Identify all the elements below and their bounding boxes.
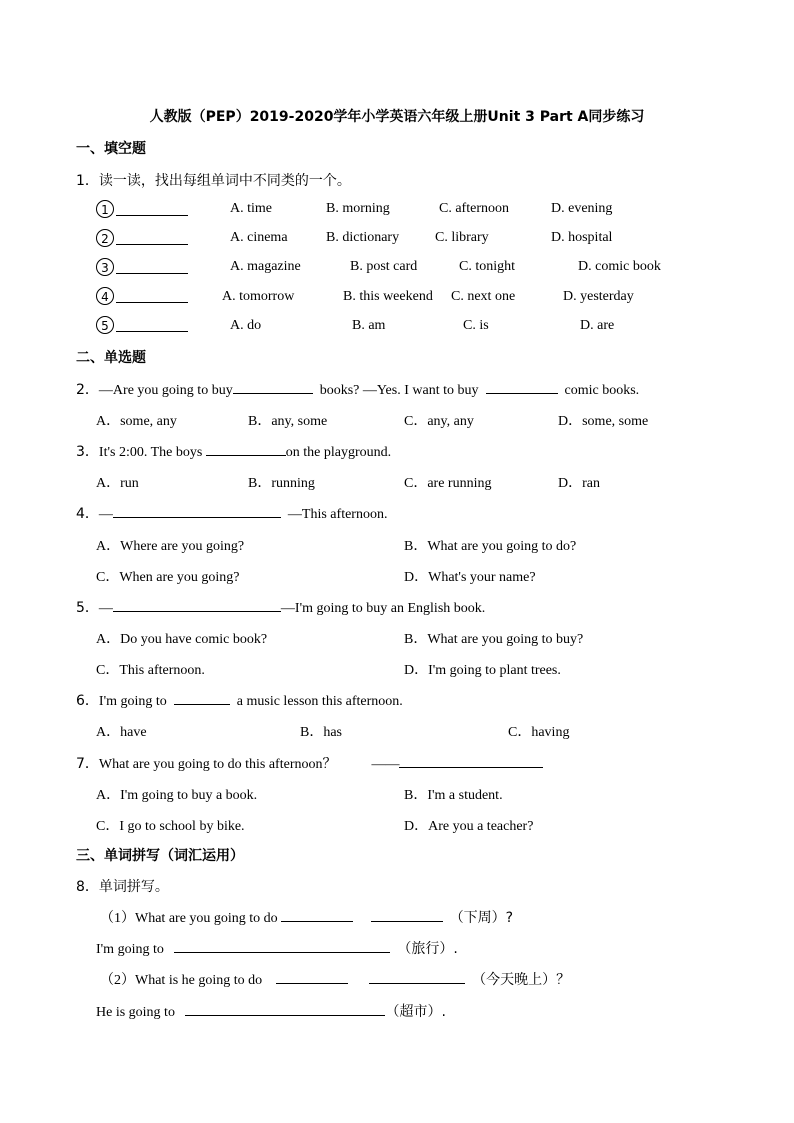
option-a: A. tomorrow — [222, 289, 295, 304]
circled-number: 4 — [96, 287, 114, 305]
stem-part: a music lesson this afternoon. — [236, 694, 403, 709]
answer-blank[interactable] — [185, 1001, 385, 1016]
stem-part: books? —Yes. I want to buy — [319, 383, 479, 398]
option-c: C. tonight — [459, 259, 516, 274]
answer-blank[interactable] — [206, 441, 286, 456]
stem-part: —This afternoon. — [287, 507, 388, 522]
option-a: A. do — [230, 318, 262, 333]
page-title: 人教版（PEP）2019-2020学年小学英语六年级上册Unit 3 Part A同步练习 — [149, 109, 645, 125]
answer-blank[interactable] — [233, 379, 313, 394]
circled-number: 5 — [96, 316, 114, 334]
option-c[interactable]: C．This afternoon. — [96, 663, 205, 678]
option-c: C. is — [463, 318, 489, 333]
option-d: D. evening — [551, 201, 613, 216]
question-5 — [76, 597, 485, 618]
option-d[interactable]: D．ran — [558, 476, 600, 491]
option-c: C. next one — [451, 289, 516, 304]
q8-part-1-line-2 — [96, 938, 458, 959]
q8-part-2-line-2 — [96, 1001, 446, 1022]
hint-text: （今天晚上）？ — [472, 972, 571, 988]
option-d[interactable]: D．What's your name? — [404, 570, 536, 585]
stem-part: —I'm going to buy an English book. — [280, 601, 486, 616]
stem-part: on the playground. — [285, 445, 392, 460]
option-d: D. comic book — [578, 259, 661, 274]
option-a: A. magazine — [230, 259, 301, 274]
circled-number: 3 — [96, 258, 114, 276]
answer-blank[interactable] — [116, 317, 188, 332]
stem-part: — — [98, 507, 113, 522]
option-c[interactable]: C．When are you going? — [96, 570, 240, 585]
option-b[interactable]: B．has — [300, 725, 342, 740]
question-number: 7． — [76, 756, 99, 772]
answer-blank[interactable] — [174, 690, 230, 705]
question-number: 6． — [76, 693, 99, 709]
question-number: 3． — [76, 444, 99, 460]
option-d: D. are — [580, 318, 615, 333]
option-c: C. afternoon — [439, 201, 509, 216]
question-number: 1． — [76, 173, 99, 189]
stem-part: — — [98, 601, 113, 616]
answer-blank[interactable] — [369, 969, 465, 984]
option-b[interactable]: B．I'm a student. — [404, 788, 503, 803]
option-c[interactable]: C．are running — [404, 476, 492, 491]
stem-part: I'm going to — [96, 942, 164, 957]
option-d[interactable]: D．I'm going to plant trees. — [404, 663, 561, 678]
option-c[interactable]: C．any, any — [404, 414, 474, 429]
option-b[interactable]: B．What are you going to do? — [404, 539, 577, 554]
answer-blank[interactable] — [116, 230, 188, 245]
hint-text: （旅行）. — [397, 941, 458, 957]
option-a: A. cinema — [230, 230, 288, 245]
q8-part-2-line-1 — [100, 969, 570, 990]
option-a[interactable]: A．I'm going to buy a book. — [96, 788, 258, 803]
section-heading-spelling: 三、单词拼写（词汇运用） — [76, 848, 244, 864]
option-c: C. library — [435, 230, 489, 245]
option-a[interactable]: A．run — [96, 476, 139, 491]
hint-text: （超市）. — [385, 1004, 446, 1020]
answer-blank[interactable] — [116, 288, 188, 303]
q8-part-1-line-1 — [100, 907, 513, 928]
option-c[interactable]: C．I go to school by bike. — [96, 819, 245, 834]
option-d[interactable]: D．some, some — [558, 414, 649, 429]
option-a[interactable]: A．Do you have comic book? — [96, 632, 268, 647]
stem-part: （2）What is he going to do — [100, 973, 263, 988]
answer-blank[interactable] — [399, 753, 543, 768]
option-a[interactable]: A．some, any — [96, 414, 177, 429]
stem-part: —Are you going to buy — [98, 383, 233, 398]
section-heading-single-choice: 二、单选题 — [76, 350, 146, 366]
answer-blank[interactable] — [113, 503, 281, 518]
option-c[interactable]: C．having — [508, 725, 570, 740]
circled-number: 2 — [96, 229, 114, 247]
stem-part: I'm going to — [98, 694, 167, 709]
stem-part: What are you going to do this afternoon？ — [98, 757, 337, 772]
stem-part: —— — [371, 757, 400, 772]
stem-part: comic books. — [564, 383, 640, 398]
answer-blank[interactable] — [116, 259, 188, 274]
option-d: D. yesterday — [563, 289, 634, 304]
option-b: B. morning — [326, 201, 390, 216]
question-number: 8． — [76, 879, 99, 895]
option-b: B. post card — [350, 259, 418, 274]
option-a[interactable]: A．have — [96, 725, 147, 740]
option-b[interactable]: B．What are you going to buy? — [404, 632, 584, 647]
hint-text: （下周）? — [449, 910, 514, 926]
option-b[interactable]: B．any, some — [248, 414, 328, 429]
stem-part: He is going to — [96, 1005, 175, 1020]
circled-number: 1 — [96, 200, 114, 218]
question-1 — [76, 170, 351, 190]
stem-part: It's 2:00. The boys — [98, 445, 203, 460]
answer-blank[interactable] — [486, 379, 558, 394]
option-a[interactable]: A．Where are you going? — [96, 539, 245, 554]
question-stem: 单词拼写。 — [98, 879, 169, 895]
option-b[interactable]: B．running — [248, 476, 315, 491]
question-2 — [76, 379, 639, 400]
answer-blank[interactable] — [113, 597, 281, 612]
option-a: A. time — [230, 201, 272, 216]
answer-blank[interactable] — [116, 201, 188, 216]
option-d: D. hospital — [551, 230, 613, 245]
answer-blank[interactable] — [371, 907, 443, 922]
question-number: 4． — [76, 506, 99, 522]
question-4 — [76, 503, 387, 524]
answer-blank[interactable] — [276, 969, 348, 984]
option-b: B. dictionary — [326, 230, 400, 245]
question-7 — [76, 753, 543, 774]
option-b: B. am — [352, 318, 386, 333]
question-3 — [76, 441, 391, 462]
stem-part: （1）What are you going to do — [100, 911, 278, 926]
question-6 — [76, 690, 403, 711]
option-b: B. this weekend — [343, 289, 433, 304]
question-stem: 读一读，找出每组单词中不同类的一个。 — [98, 173, 351, 189]
answer-blank[interactable] — [174, 938, 390, 953]
question-number: 2． — [76, 382, 99, 398]
question-8 — [76, 876, 169, 896]
option-d[interactable]: D．Are you a teacher? — [404, 819, 534, 834]
section-heading-fill-blank: 一、填空题 — [76, 141, 146, 157]
answer-blank[interactable] — [281, 907, 353, 922]
question-number: 5． — [76, 600, 99, 616]
